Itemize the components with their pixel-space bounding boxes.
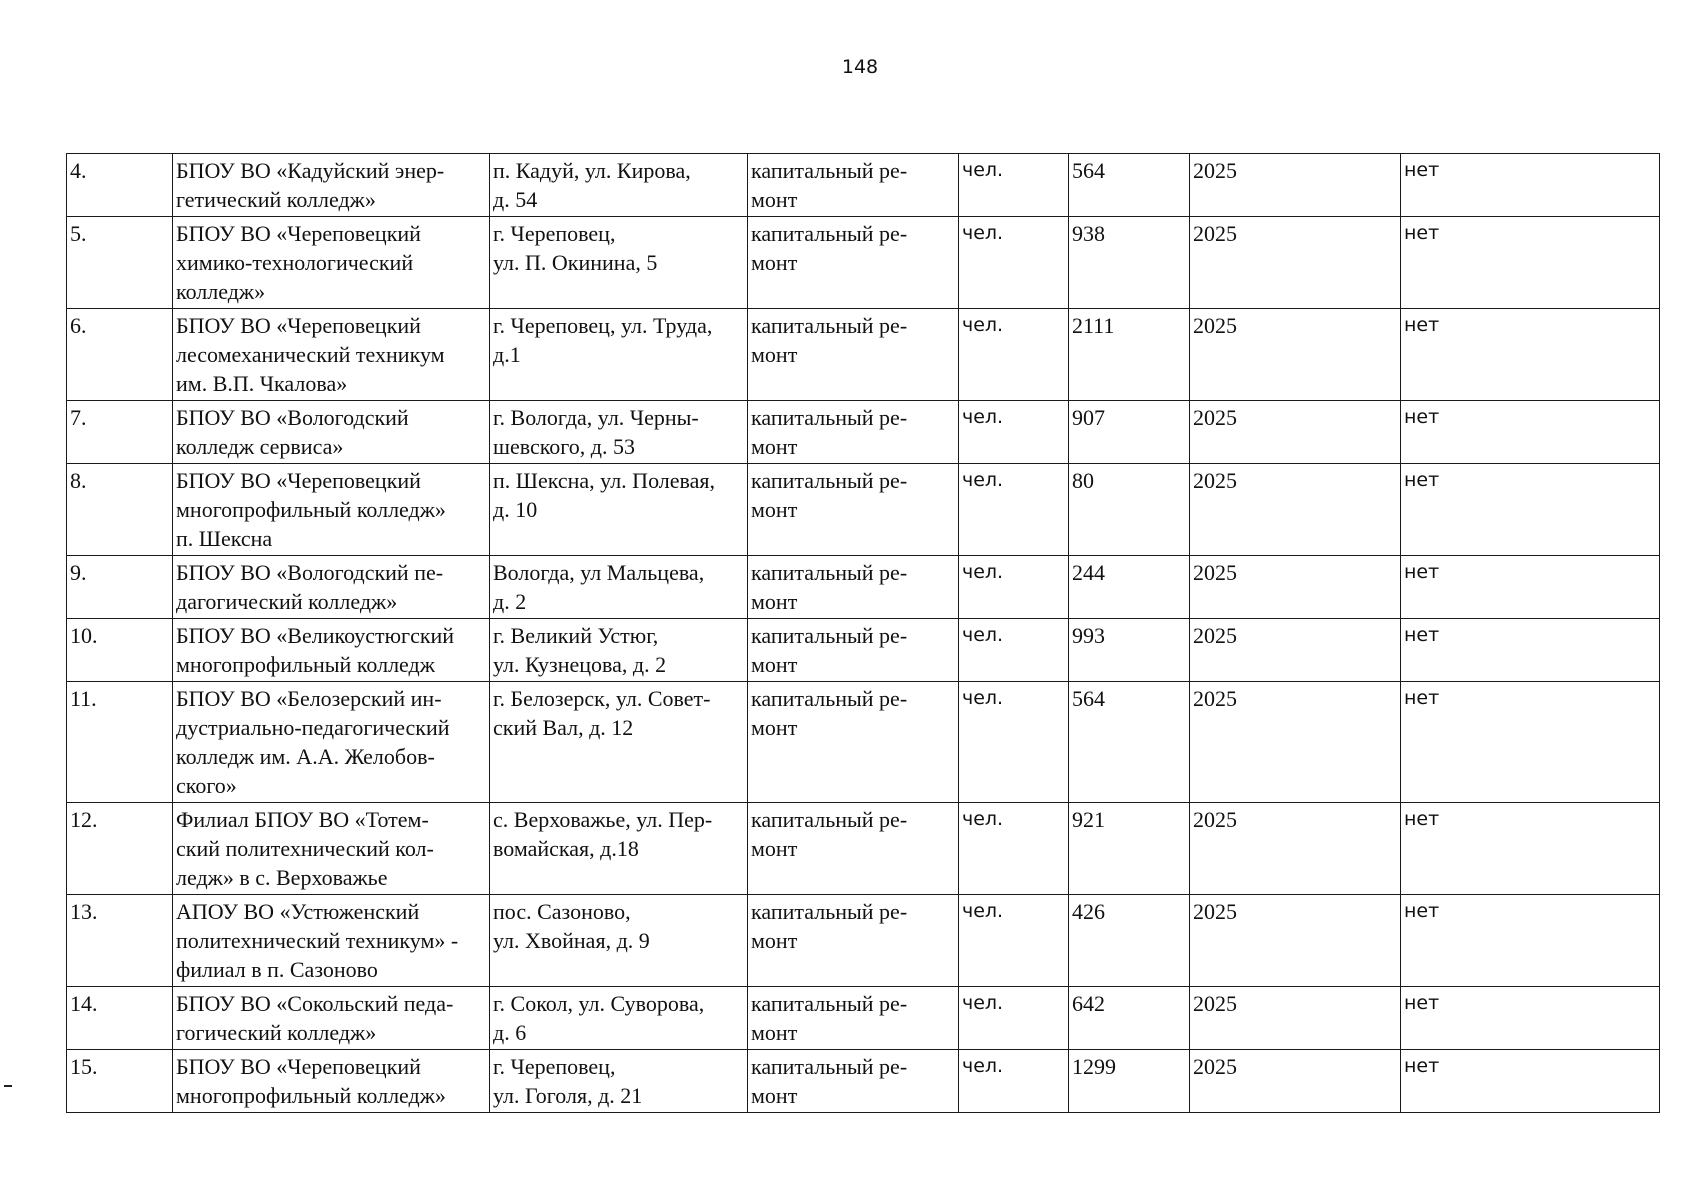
- unit: чел.: [959, 682, 1069, 803]
- institution-address: п. Кадуй, ул. Кирова, д. 54: [490, 154, 748, 217]
- unit: чел.: [959, 556, 1069, 619]
- institution-name: БПОУ ВО «Вологодский колледж сервиса»: [173, 401, 490, 464]
- year: 2025: [1190, 619, 1401, 682]
- institution-name: БПОУ ВО «Кадуйский энер- гетический колледж»: [173, 154, 490, 217]
- unit: чел.: [959, 464, 1069, 556]
- work-type: капитальный ре- монт: [748, 309, 959, 401]
- row-number: 7.: [67, 401, 173, 464]
- row-number: 9.: [67, 556, 173, 619]
- institution-name: БПОУ ВО «Вологодский пе- дагогический колледж»: [173, 556, 490, 619]
- unit: чел.: [959, 803, 1069, 895]
- capacity-value: 2111: [1069, 309, 1190, 401]
- institution-address: г. Вологда, ул. Черны- шевского, д. 53: [490, 401, 748, 464]
- capacity-value: 921: [1069, 803, 1190, 895]
- status: нет: [1401, 154, 1660, 217]
- status: нет: [1401, 309, 1660, 401]
- capacity-value: 564: [1069, 154, 1190, 217]
- year: 2025: [1190, 309, 1401, 401]
- capacity-value: 1299: [1069, 1050, 1190, 1113]
- year: 2025: [1190, 803, 1401, 895]
- work-type: капитальный ре- монт: [748, 154, 959, 217]
- status: нет: [1401, 803, 1660, 895]
- institution-name: Филиал БПОУ ВО «Тотем- ский политехнический кол- ледж» в с. Верховажье: [173, 803, 490, 895]
- institution-address: п. Шексна, ул. Полевая, д. 10: [490, 464, 748, 556]
- year: 2025: [1190, 987, 1401, 1050]
- institution-name: БПОУ ВО «Череповецкий многопрофильный колледж»: [173, 1050, 490, 1113]
- institution-address: пос. Сазоново, ул. Хвойная, д. 9: [490, 895, 748, 987]
- status: нет: [1401, 619, 1660, 682]
- status: нет: [1401, 682, 1660, 803]
- institution-address: Вологда, ул Мальцева, д. 2: [490, 556, 748, 619]
- work-type: капитальный ре- монт: [748, 803, 959, 895]
- row-number: 11.: [67, 682, 173, 803]
- table-row: [67, 682, 1660, 803]
- institution-name: БПОУ ВО «Череповецкий многопрофильный колледж» п. Шексна: [173, 464, 490, 556]
- status: нет: [1401, 895, 1660, 987]
- work-type: капитальный ре- монт: [748, 895, 959, 987]
- row-number: 14.: [67, 987, 173, 1050]
- institution-address: г. Череповец, ул. П. Окинина, 5: [490, 217, 748, 309]
- work-type: капитальный ре- монт: [748, 682, 959, 803]
- institution-name: БПОУ ВО «Череповецкий лесомеханический техникум им. В.П. Чкалова»: [173, 309, 490, 401]
- status: нет: [1401, 1050, 1660, 1113]
- capacity-value: 907: [1069, 401, 1190, 464]
- row-number: 5.: [67, 217, 173, 309]
- table-row: [67, 895, 1660, 987]
- row-number: 6.: [67, 309, 173, 401]
- unit: чел.: [959, 895, 1069, 987]
- unit: чел.: [959, 619, 1069, 682]
- page-number: 148: [841, 56, 879, 78]
- year: 2025: [1190, 682, 1401, 803]
- work-type: капитальный ре- монт: [748, 217, 959, 309]
- table-row: [67, 309, 1660, 401]
- capacity-value: 938: [1069, 217, 1190, 309]
- table-row: [67, 401, 1660, 464]
- status: нет: [1401, 401, 1660, 464]
- institution-name: БПОУ ВО «Белозерский ин- дустриально-педагогический колледж им. А.А. Желобов- ского»: [173, 682, 490, 803]
- institution-name: АПОУ ВО «Устюженский политехнический техникум» - филиал в п. Сазоново: [173, 895, 490, 987]
- status: нет: [1401, 987, 1660, 1050]
- year: 2025: [1190, 217, 1401, 309]
- row-number: 4.: [67, 154, 173, 217]
- facilities-table: [66, 153, 1660, 1113]
- institution-name: БПОУ ВО «Череповецкий химико-технологический колледж»: [173, 217, 490, 309]
- year: 2025: [1190, 464, 1401, 556]
- table-row: [67, 1050, 1660, 1113]
- table-row: [67, 987, 1660, 1050]
- work-type: капитальный ре- монт: [748, 556, 959, 619]
- row-number: 13.: [67, 895, 173, 987]
- row-number: 10.: [67, 619, 173, 682]
- institution-address: с. Верховажье, ул. Пер- вомайская, д.18: [490, 803, 748, 895]
- year: 2025: [1190, 895, 1401, 987]
- status: нет: [1401, 464, 1660, 556]
- margin-mark: [4, 1085, 12, 1087]
- year: 2025: [1190, 401, 1401, 464]
- unit: чел.: [959, 1050, 1069, 1113]
- table-row: [67, 217, 1660, 309]
- work-type: капитальный ре- монт: [748, 1050, 959, 1113]
- unit: чел.: [959, 154, 1069, 217]
- capacity-value: 426: [1069, 895, 1190, 987]
- work-type: капитальный ре- монт: [748, 464, 959, 556]
- institution-address: г. Великий Устюг, ул. Кузнецова, д. 2: [490, 619, 748, 682]
- capacity-value: 80: [1069, 464, 1190, 556]
- year: 2025: [1190, 556, 1401, 619]
- table-row: [67, 556, 1660, 619]
- work-type: капитальный ре- монт: [748, 987, 959, 1050]
- unit: чел.: [959, 217, 1069, 309]
- status: нет: [1401, 556, 1660, 619]
- capacity-value: 564: [1069, 682, 1190, 803]
- institution-address: г. Череповец, ул. Труда, д.1: [490, 309, 748, 401]
- row-number: 15.: [67, 1050, 173, 1113]
- status: нет: [1401, 217, 1660, 309]
- work-type: капитальный ре- монт: [748, 619, 959, 682]
- institution-name: БПОУ ВО «Великоустюгский многопрофильный колледж: [173, 619, 490, 682]
- unit: чел.: [959, 987, 1069, 1050]
- institution-address: г. Белозерск, ул. Совет- ский Вал, д. 12: [490, 682, 748, 803]
- row-number: 12.: [67, 803, 173, 895]
- unit: чел.: [959, 309, 1069, 401]
- capacity-value: 993: [1069, 619, 1190, 682]
- table-row: [67, 619, 1660, 682]
- year: 2025: [1190, 154, 1401, 217]
- table-row: [67, 803, 1660, 895]
- institution-name: БПОУ ВО «Сокольский педа- гогический колледж»: [173, 987, 490, 1050]
- capacity-value: 642: [1069, 987, 1190, 1050]
- year: 2025: [1190, 1050, 1401, 1113]
- institution-address: г. Череповец, ул. Гоголя, д. 21: [490, 1050, 748, 1113]
- table-row: [67, 154, 1660, 217]
- table-row: [67, 464, 1660, 556]
- unit: чел.: [959, 401, 1069, 464]
- institution-address: г. Сокол, ул. Суворова, д. 6: [490, 987, 748, 1050]
- capacity-value: 244: [1069, 556, 1190, 619]
- row-number: 8.: [67, 464, 173, 556]
- work-type: капитальный ре- монт: [748, 401, 959, 464]
